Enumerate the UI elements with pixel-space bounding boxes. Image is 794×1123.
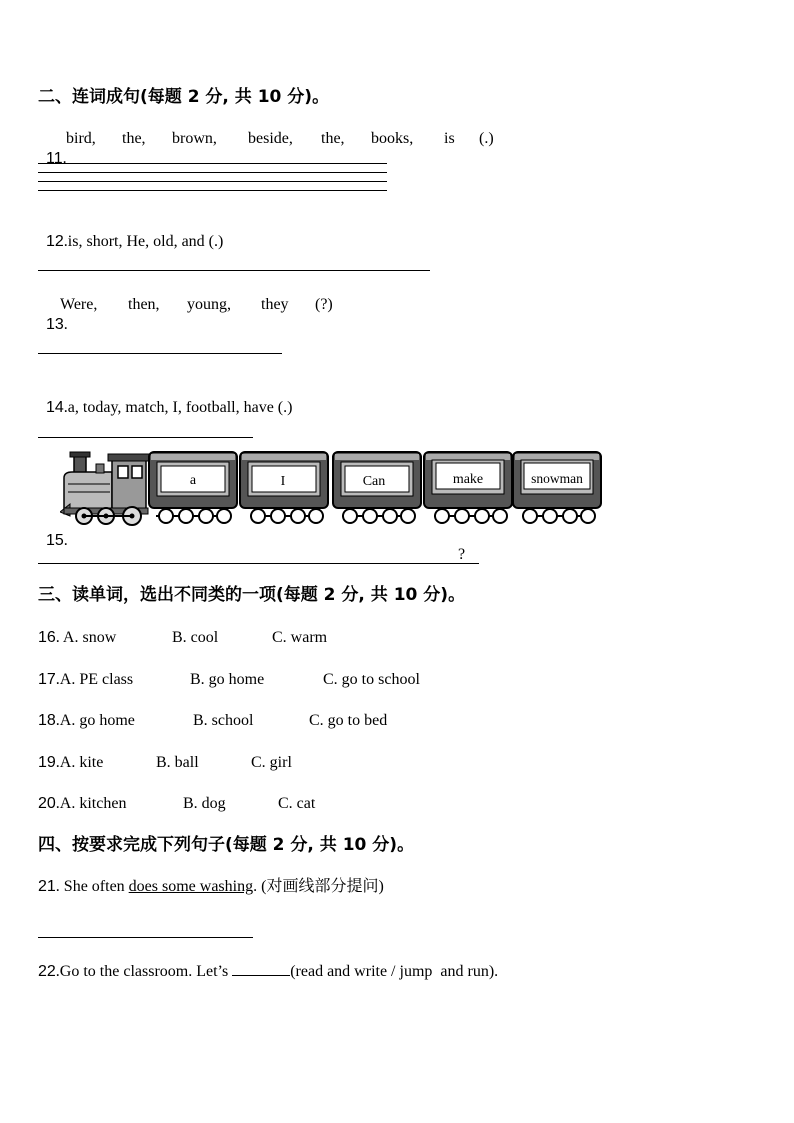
question-22: 22.Go to the classroom. Let’s (read and write / jump and run).	[38, 963, 499, 980]
word: then,	[128, 296, 160, 313]
end-mark: ?	[458, 546, 466, 563]
answer-line[interactable]	[38, 937, 253, 938]
word: young,	[187, 296, 231, 313]
option-b[interactable]: B. cool	[172, 629, 219, 646]
option-c[interactable]: C. go to bed	[309, 712, 388, 729]
car-word: a	[189, 473, 197, 488]
section-3-heading: 三、读单词，选出不同类的一项(每题 2 分, 共 10 分)。	[38, 585, 466, 605]
word: (.)	[479, 130, 494, 147]
train-car	[149, 452, 237, 523]
option-c[interactable]: C. cat	[278, 795, 316, 812]
question-21: 21. She often does some washing. (对画线部分提问)	[38, 878, 384, 895]
question-18: 18.A. go home	[38, 712, 135, 729]
question-number: 22	[38, 963, 56, 980]
question-number: 21	[38, 878, 56, 895]
word: they	[261, 296, 289, 313]
question-19: 19.A. kite	[38, 754, 104, 771]
answer-line[interactable]	[38, 181, 387, 182]
option-a[interactable]: A. kitchen	[59, 795, 127, 812]
option-c[interactable]: C. warm	[272, 629, 328, 646]
question-number: 13	[46, 316, 64, 333]
question-12: 12.is, short, He, old, and (.)	[46, 233, 224, 250]
train-illustration	[60, 450, 605, 528]
question-number: 15	[46, 532, 64, 549]
question-13: 13.	[46, 316, 68, 333]
question-text: is, short, He, old, and (.)	[67, 233, 224, 250]
train-car	[333, 452, 421, 523]
train-car	[240, 452, 328, 523]
word: (?)	[315, 296, 333, 313]
question-number: 11	[46, 150, 63, 167]
question-number: 14	[46, 399, 64, 416]
word: the,	[122, 130, 146, 147]
underlined-phrase: does some washing	[128, 878, 254, 895]
question-text: a, today, match, I, football, have (.)	[67, 399, 293, 416]
question-11: 11.	[46, 150, 67, 167]
answer-line[interactable]	[38, 163, 387, 164]
answer-line[interactable]	[38, 172, 387, 173]
option-a[interactable]: A. snow	[62, 629, 117, 646]
section-4-heading: 四、按要求完成下列句子(每题 2 分, 共 10 分)。	[38, 835, 415, 855]
car-word: Can	[362, 474, 386, 489]
question-number: 12	[46, 233, 64, 250]
option-a[interactable]: A. go home	[59, 712, 135, 729]
answer-line[interactable]	[38, 270, 430, 271]
word: bird,	[66, 130, 96, 147]
word: is	[444, 130, 455, 147]
question-15: 15.	[46, 532, 68, 549]
option-b[interactable]: B. go home	[190, 671, 265, 688]
question-14: 14.a, today, match, I, football, have (.)	[46, 399, 293, 416]
car-word: make	[452, 472, 484, 487]
word: books,	[371, 130, 414, 147]
option-b[interactable]: B. school	[193, 712, 254, 729]
locomotive-icon	[60, 452, 150, 525]
car-word: I	[280, 474, 286, 489]
option-a[interactable]: A. PE class	[59, 671, 134, 688]
car-word: snowman	[531, 471, 583, 486]
train-car	[424, 452, 512, 523]
section-2-heading: 二、连词成句(每题 2 分, 共 10 分)。	[38, 87, 330, 107]
question-16: 16. A. snow	[38, 629, 117, 646]
answer-line[interactable]	[38, 563, 479, 564]
answer-line[interactable]	[38, 437, 253, 438]
question-20: 20.A. kitchen	[38, 795, 127, 812]
answer-line[interactable]	[38, 353, 282, 354]
option-c[interactable]: C. go to school	[323, 671, 420, 688]
option-c[interactable]: C. girl	[251, 754, 292, 771]
option-b[interactable]: B. dog	[183, 795, 226, 812]
word: brown,	[172, 130, 217, 147]
word: the,	[321, 130, 345, 147]
word: beside,	[248, 130, 293, 147]
option-a[interactable]: A. kite	[59, 754, 104, 771]
question-17: 17.A. PE class	[38, 671, 134, 688]
train-car	[513, 452, 601, 523]
answer-blank[interactable]	[232, 961, 290, 976]
option-b[interactable]: B. ball	[156, 754, 199, 771]
word: Were,	[60, 296, 98, 313]
answer-line[interactable]	[38, 190, 387, 191]
